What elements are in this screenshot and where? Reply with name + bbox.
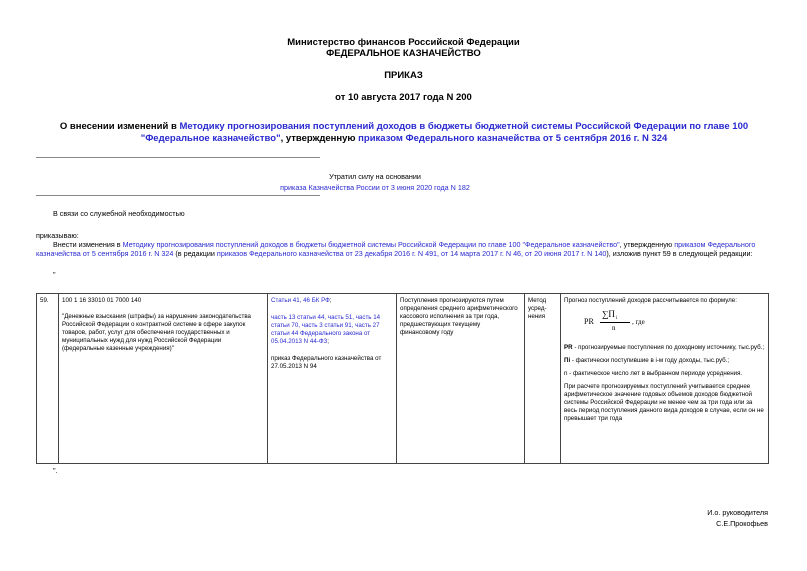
intro-text-d: ), изложив пункт 59 в следующей редакции: [606,249,753,259]
intro-text-a: Внести изменения в [53,240,123,249]
agency-name: ФЕДЕРАЛЬНОЕ КАЗНАЧЕЙСТВО [326,48,481,59]
doc-type: ПРИКАЗ [384,70,423,81]
method-description-cell: Поступления прогнозируются путем определения среднего арифметического кассового исполнения за три года, предшествующих текущему финансовому году [397,294,525,464]
necessity-text: В связи со служебной необходимостью [53,209,185,218]
quote-open: " [53,270,56,279]
doc-title [44,121,764,145]
intro-methodology-link[interactable]: Методику прогнозирования поступлений доходов в бюджеты бюджетной системы Российской Федерации по главе 100 "Федеральное казначейство" [122,240,620,249]
income-table [36,293,769,464]
row-number: 59. [37,294,59,464]
method-cell: Метод усред-нения [525,294,561,464]
divider-bottom [36,195,320,196]
ministry-name: Министерство финансов Российской Федерации [287,37,520,48]
quote-close: ". [53,466,58,475]
intro-text-b: , утвержденную [619,240,675,249]
status-text: Утратил силу на основании [329,172,421,181]
title-order-link[interactable]: приказом Федерального казначейства от 5 сентября 2016 г. N 324 [358,133,668,144]
formula-tail: , где [632,318,645,326]
federal-law-link[interactable]: часть 13 статьи 44, часть 51, часть 14 статьи 70, часть 3 статьи 91, часть 27 статьи 44 Федерального закона от 05.04.2013 N 44-ФЗ [271,314,381,345]
intro-paragraph [36,240,771,258]
title-part1: О внесении изменений в [59,121,180,132]
intro-order-link[interactable]: приказом Федерального казначейства от 5 сентября 2016 г. N 324 [36,240,756,259]
treasury-order-text: приказ Федерального казначейства от 27.05.2013 N 94 [271,355,382,370]
def-pr-symbol: PR [564,344,573,351]
intro-amendments-link[interactable]: приказов Федерального казначейства от 23 декабря 2016 г. N 491, от 14 марта 2017 г. N 46, от 20 июня 2017 г. N 140 [216,249,607,259]
def-pr: - прогнозируемые поступления по доходному источнику, тыс.руб.; [572,344,765,351]
doc-date-number: от 10 августа 2017 года N 200 [335,92,472,103]
legal-basis-cell [268,294,397,464]
signature-position: И.о. руководителя [707,508,768,517]
def-n: n - фактическое число лет в выбранном периоде усреднения. [564,370,743,377]
table-row [37,294,769,464]
title-methodology-link[interactable]: Методику прогнозирования поступлений доходов в бюджеты бюджетной системы Российской Федерации по главе 100 "Федеральное казначейство" [140,121,749,144]
divider-top [36,157,320,158]
formula-pr: PR [584,317,594,326]
income-code-name: "Денежные взыскания (штрафы) за нарушение законодательства Российской Федерации о контрактной системе в сфере закупок товаров, работ, услуг для обеспечения государственных и муниципальных нужд для нужд Российской Федерации (федеральные казенные учреждения)" [62,313,251,352]
law-separator-2: ; [327,338,329,345]
budget-code-link[interactable]: Статьи 41, 46 БК РФ [271,297,330,304]
title-part2: , утвержденную [280,133,359,144]
formula-sum: ∑Π [602,309,615,319]
order-word: приказываю: [36,231,79,240]
status-repeal-link[interactable]: приказа Казначейства России от 3 июня 2020 года N 182 [280,183,470,192]
formula-n: n [612,324,616,332]
income-code: 100 1 16 33010 01 7000 140 [62,297,142,304]
signature-name: С.Е.Прокофьев [716,519,768,528]
formula-fraction-bar [600,322,630,323]
forecast-formula [582,310,765,336]
formula-index: i [616,316,618,321]
intro-text-c: (в редакции [173,249,217,259]
formula-cell [561,294,769,464]
formula-intro: Прогноз поступлений доходов рассчитывается по формуле: [564,297,737,304]
def-pi-symbol: Пi [564,357,571,364]
income-code-cell [59,294,268,464]
def-pi: - фактически поступившие в i-м году доходы, тыс.руб.; [570,357,730,364]
law-separator: ; [329,297,332,304]
def-note: При расчете прогнозируемых поступлений учитывается среднее арифметическое значение годовых объемов доходов бюджетной системы Российской Федерации не менее чем за три года или за весь период поступления данного вида доходов в случае, если он не превышает три года [564,383,764,422]
